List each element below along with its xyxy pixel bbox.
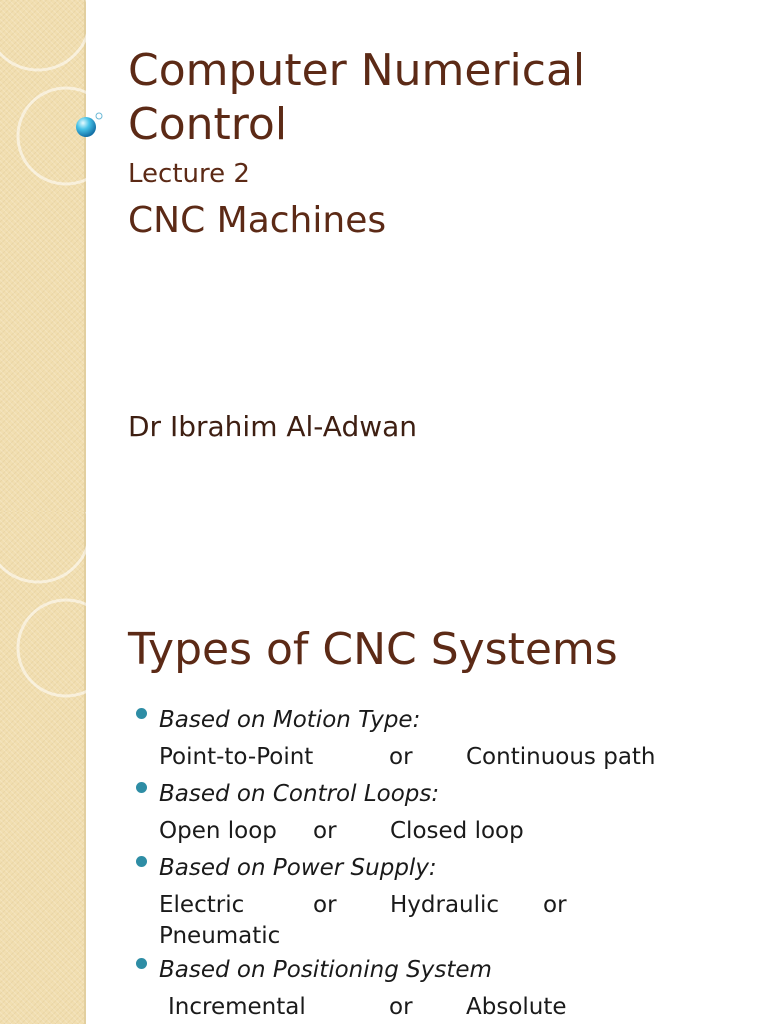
list-item-heading: Based on Power Supply: <box>159 855 437 881</box>
bullet-icon <box>136 708 147 719</box>
list-item-options <box>159 739 736 776</box>
option: Electric <box>159 892 245 918</box>
list-item-options <box>159 813 736 850</box>
bullet-icon <box>136 782 147 793</box>
option: Continuous path <box>466 744 656 770</box>
bullet-icon <box>136 958 147 969</box>
option-separator: or <box>389 994 413 1020</box>
list-item-options <box>159 887 736 952</box>
option-separator: or <box>543 892 567 918</box>
lecture-number: Lecture 2 <box>128 159 250 189</box>
list-item-options <box>159 989 736 1024</box>
slide-1-subtitle: CNC Machines <box>128 200 387 241</box>
list-item <box>136 952 736 1024</box>
list-item-heading: Based on Control Loops: <box>159 781 440 807</box>
author-name: Dr Ibrahim Al-Adwan <box>128 410 418 443</box>
decorative-rings <box>0 512 120 712</box>
option-separator: or <box>389 744 413 770</box>
slide-2 <box>0 512 768 1024</box>
option-separator: or <box>313 818 337 844</box>
slide-1-title: Computer Numerical Control <box>128 45 586 150</box>
option: Absolute <box>466 994 567 1020</box>
bullet-icon <box>136 856 147 867</box>
option: Pneumatic <box>159 923 281 949</box>
orb-icon <box>76 117 96 137</box>
slide-2-title: Types of CNC Systems <box>128 624 618 675</box>
option: Hydraulic <box>390 892 500 918</box>
option: Point-to-Point <box>159 744 314 770</box>
cnc-types-list <box>136 702 736 1024</box>
list-item <box>136 776 736 850</box>
option: Closed loop <box>390 818 524 844</box>
decorative-rings <box>0 0 120 200</box>
option: Open loop <box>159 818 277 844</box>
list-item-heading: Based on Motion Type: <box>159 707 421 733</box>
option-separator: or <box>313 892 337 918</box>
option: Incremental <box>168 994 306 1020</box>
list-item <box>136 850 736 952</box>
list-item <box>136 702 736 776</box>
list-item-heading: Based on Positioning System <box>159 957 492 983</box>
